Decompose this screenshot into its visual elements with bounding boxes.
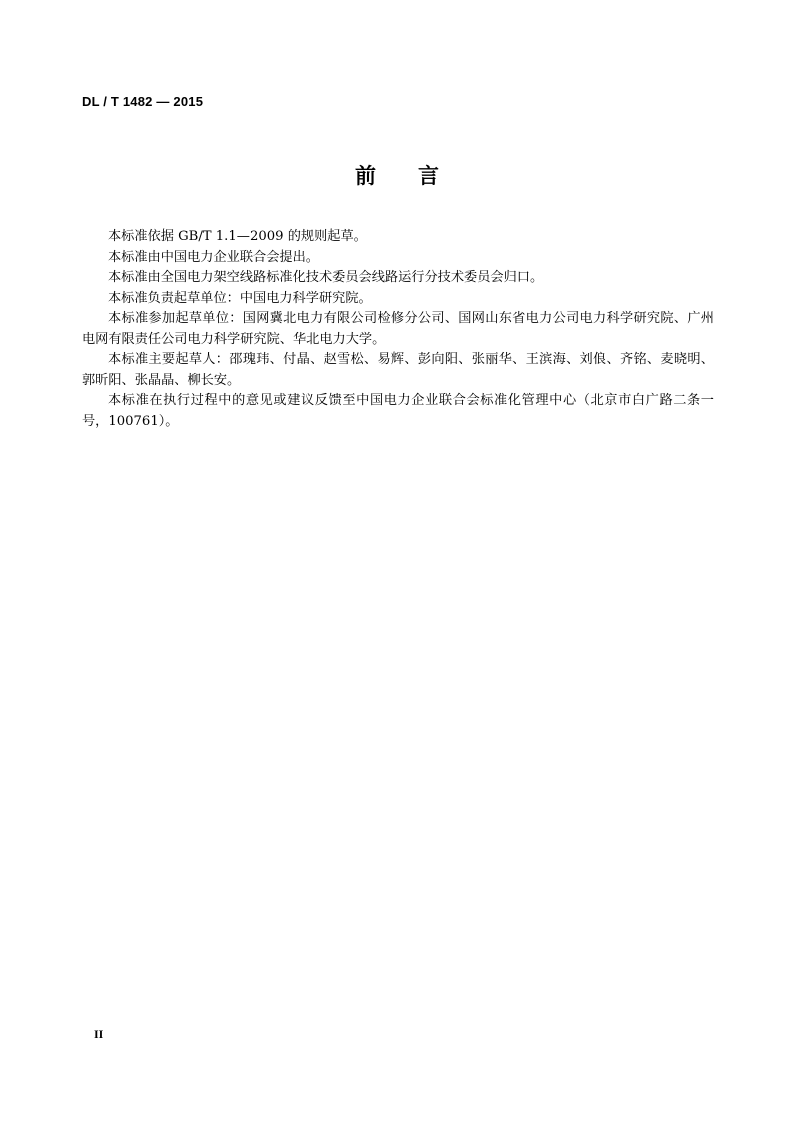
- paragraph-responsible-drafter: 本标准负责起草单位：中国电力科学研究院。: [108, 290, 372, 306]
- paragraph-participating-drafters: 本标准参加起草单位：国网冀北电力有限公司检修分公司、国网山东省电力公司电力科学研究院、广州电网有限责任公司电力科学研究院、华北电力大学。: [82, 311, 714, 347]
- title-text: 前 言: [355, 164, 439, 188]
- document-code-header: DL / T 1482 — 2015: [82, 94, 204, 109]
- foreword-body: [82, 227, 714, 432]
- paragraph-feedback: 本标准在执行过程中的意见或建议反馈至中国电力企业联合会标准化管理中心（北京市白广路二条一号，100761）。: [82, 393, 714, 429]
- paragraph-proposer: 本标准由中国电力企业联合会提出。: [108, 249, 319, 265]
- page-number: II: [94, 1027, 104, 1041]
- page-title: [0, 160, 794, 190]
- paragraph-main-drafters: 本标准主要起草人：邵瑰玮、付晶、赵雪松、易辉、彭向阳、张丽华、王滨海、刘俍、齐铭、麦晓明、郭昕阳、张晶晶、柳长安。: [82, 352, 714, 388]
- paragraph-drafting-rules: 本标准依据 GB/T 1.1—2009 的规则起草。: [108, 229, 367, 244]
- paragraph-centralized-unit: 本标准由全国电力架空线路标准化技术委员会线路运行分技术委员会归口。: [108, 270, 544, 285]
